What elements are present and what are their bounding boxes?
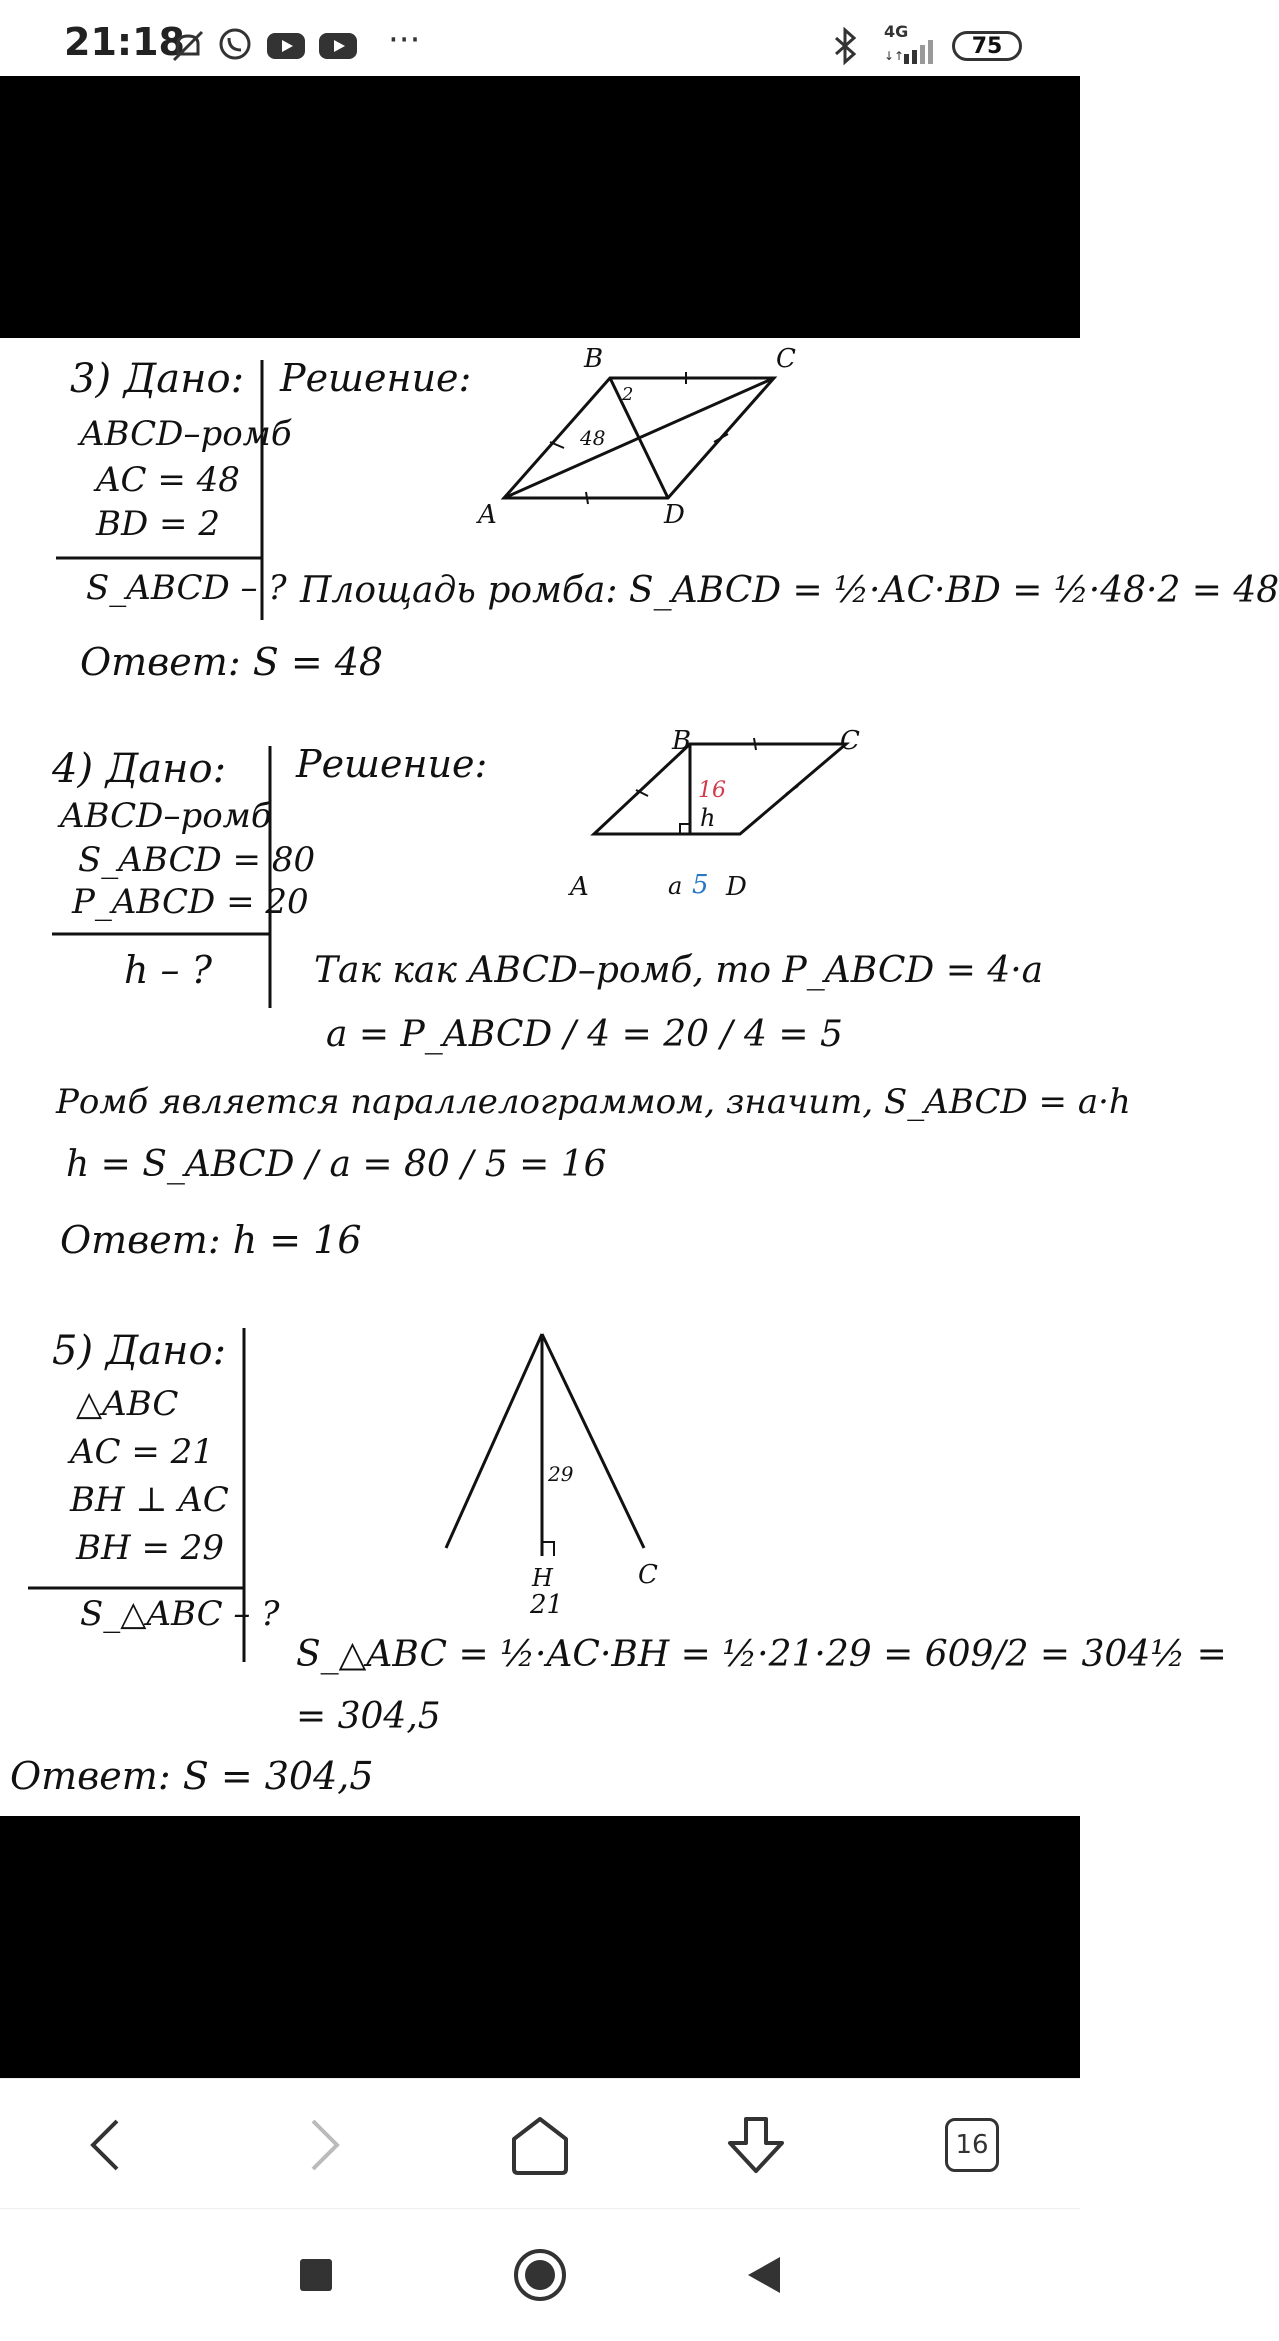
p4-label-h: h [700,804,716,832]
circle-icon [512,2247,568,2303]
p5-given-2: AC = 21 [70,1432,214,1472]
p3-answer: Ответ: S = 48 [80,640,384,684]
system-home-button[interactable] [504,2239,576,2311]
p3-given-2: AC = 48 [96,460,240,500]
p4-label-b: B [672,726,692,756]
p3-label-b: B [584,344,604,374]
youtube-icon [266,32,306,60]
forward-button[interactable] [276,2097,372,2193]
mute-icon [170,28,206,64]
status-time: 21:18 [64,20,185,64]
p3-label-bd: 2 [622,384,634,405]
p4-label-h-value: 16 [698,778,726,803]
more-notifications-icon: ··· [388,20,421,60]
p4-label-d: D [726,872,747,902]
p4-find: h – ? [124,948,213,992]
p5-given-3: BH ⊥ AC [70,1480,229,1520]
square-icon [298,2257,334,2293]
download-icon [724,2113,788,2177]
youtube-icon [318,32,358,60]
chevron-right-icon [299,2115,349,2175]
p3-given-3: BD = 2 [96,504,220,544]
p3-label-a: A [478,500,497,530]
system-navigation-bar [0,2208,1080,2341]
p3-solution-title: Решение: [280,356,472,400]
p4-line2: a = P_ABCD / 4 = 20 / 4 = 5 [326,1014,843,1055]
viber-icon [216,26,254,64]
p3-area-line: Площадь ромба: S_ABCD = ½·AC·BD = ½·48·2 = 48 [300,570,1279,611]
p4-line1: Так как ABCD–ромб, то P_ABCD = 4·a [314,950,1044,991]
p3-given-1: ABCD–ромб [80,414,292,454]
p4-given-title: 4) Дано: [52,746,227,792]
triangle-back-icon [744,2253,784,2297]
svg-text:↓↑: ↓↑ [884,49,905,63]
p5-given-4: BH = 29 [76,1528,225,1568]
p4-line3: Ромб является параллелограммом, значит, S_ABCD = a·h [56,1082,1131,1122]
p3-given-title: 3) Дано: [70,356,245,402]
network-type: 4G [884,22,909,41]
p4-given-1: ABCD–ромб [60,796,272,836]
tabs-count: 16 [945,2118,999,2172]
p5-label-ac: 21 [530,1590,564,1620]
image-black-band-bottom [0,1816,1080,2078]
download-button[interactable] [708,2097,804,2193]
p3-find: S_ABCD – ? [86,568,287,608]
p3-label-d: D [664,500,685,530]
p4-solution-title: Решение: [296,742,488,786]
handwritten-solution-image [0,338,1279,1816]
p5-label-bh: 29 [548,1462,574,1486]
p4-label-a-value: 5 [692,870,709,900]
tabs-button[interactable] [924,2097,1020,2193]
p5-line1: S_△ABC = ½·AC·BH = ½·21·29 = 609/2 = 304½ = [296,1634,1227,1675]
status-bar [0,0,1080,76]
p5-triangle-figure [430,1328,670,1568]
p4-line4: h = S_ABCD / a = 80 / 5 = 16 [66,1144,607,1185]
home-icon [508,2115,572,2175]
p5-label-c: C [638,1560,658,1590]
home-button[interactable] [492,2097,588,2193]
system-back-button[interactable] [728,2239,800,2311]
p3-label-ac: 48 [580,426,606,450]
p5-given-title: 5) Дано: [52,1328,227,1374]
battery-indicator: 75 [952,31,1022,61]
recents-button[interactable] [280,2239,352,2311]
image-black-band-top [0,76,1080,338]
p4-label-a: A [570,872,589,902]
p4-answer: Ответ: h = 16 [60,1218,362,1262]
p5-find: S_△ABC – ? [80,1594,280,1634]
p4-given-2: S_ABCD = 80 [78,840,316,880]
bluetooth-icon [830,26,860,66]
p4-label-c: C [840,726,860,756]
p5-line2: = 304,5 [296,1696,441,1737]
p3-label-c: C [776,344,796,374]
back-button[interactable] [58,2097,154,2193]
p5-label-h: H [532,1564,553,1592]
p5-answer: Ответ: S = 304,5 [10,1754,374,1798]
signal-icon [884,40,940,64]
p4-given-3: P_ABCD = 20 [72,882,309,922]
browser-toolbar [0,2078,1080,2209]
chevron-left-icon [81,2115,131,2175]
p5-given-1: △ABC [76,1384,179,1424]
p4-label-a-side: a [668,872,683,900]
